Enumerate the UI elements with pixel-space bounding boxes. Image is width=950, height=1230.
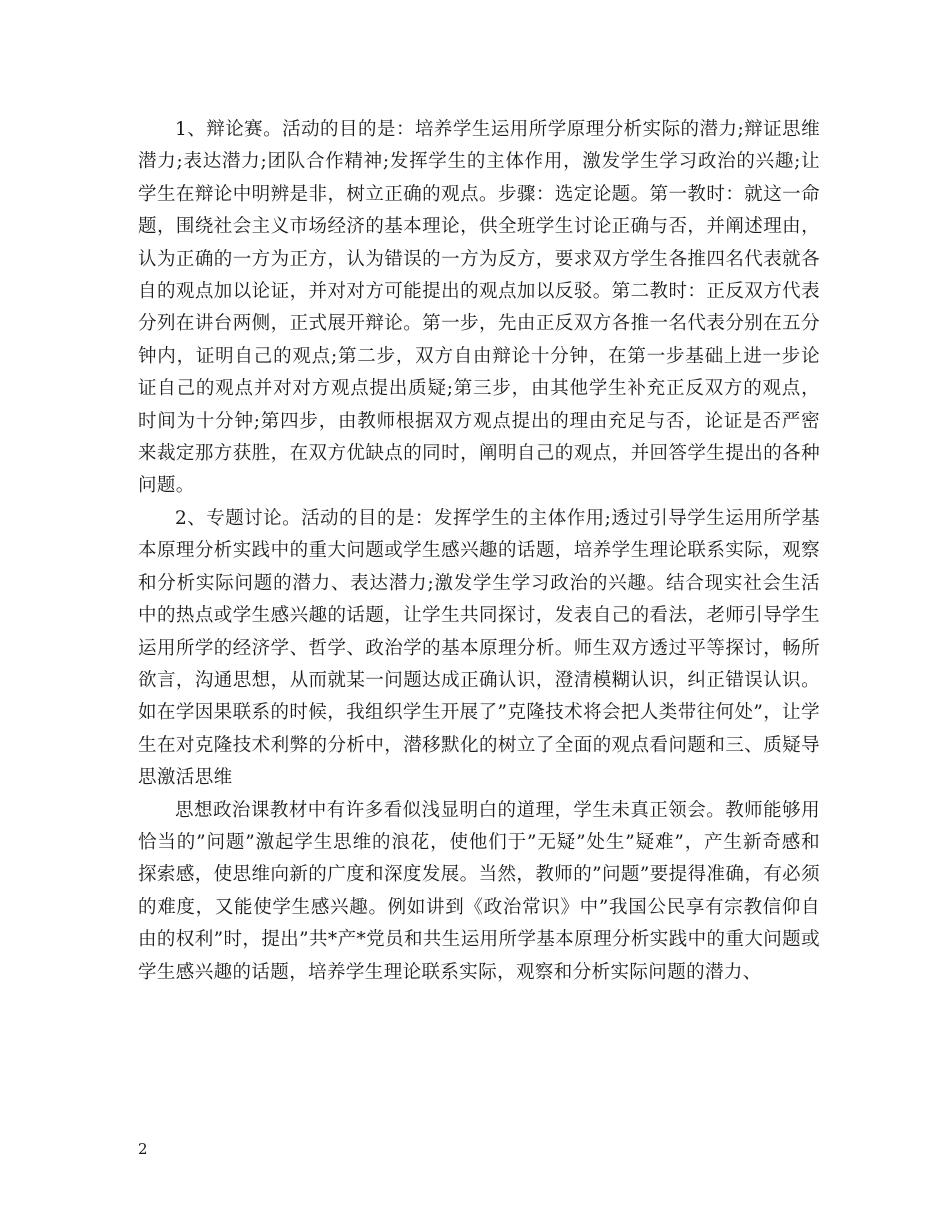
paragraph-questioning: 思想政治课教材中有许多看似浅显明白的道理，学生未真正领会。教师能够用恰当的”问题”激起学生思维的浪花，使他们于”无疑”处生”疑难”，产生新奇感和探索感，使思维向新的广度和深度发展。当然，教师的”问题”要提得准确，有必须的难度，又能使学生感兴趣。例如讲到《政治常识》中”我国公民享有宗教信仰自由的权利”时，提出”共*产*党员和共生运用所学基本原理分析实践中的重大问题或学生感兴趣的话题，培养学生理论联系实际，观察和分析实际问题的潜力、 bbox=[138, 799, 820, 983]
paragraph-topic-discussion: 2、专题讨论。活动的目的是：发挥学生的主体作用;透过引导学生运用所学基本原理分析实践中的重大问题或学生感兴趣的话题，培养学生理论联系实际，观察和分析实际问题的潜力、表达潜力;激发学生学习政治的兴趣。结合现实社会生活中的热点或学生感兴趣的话题，让学生共同探讨，发表自己的看法，老师引导学生运用所学的经济学、哲学、政治学的基本原理分析。师生双方透过平等探讨，畅所欲言，沟通思想，从而就某一问题达成正确认识，澄清模糊认识，纠正错误认识。如在学因果联系的时候，我组织学生开展了”克隆技术将会把人类带往何处”，让学生在对克隆技术利弊的分析中，潜移默化的树立了全面的观点看问题和三、质疑导思激活思维 bbox=[138, 507, 820, 789]
page-number: 2 bbox=[138, 1140, 148, 1158]
paragraph-debate: 1、辩论赛。活动的目的是：培养学生运用所学原理分析实际的潜力;辩证思维潜力;表达潜力;团队合作精神;发挥学生的主体作用，激发学生学习政治的兴趣;让学生在辩论中明辨是非，树立正确的观点。步骤：选定论题。第一教时：就这一命题，围绕社会主义市场经济的基本理论，供全班学生讨论正确与否，并阐述理由，认为正确的一方为正方，认为错误的一方为反方，要求双方学生各推四名代表就各自的观点加以论证，并对对方可能提出的观点加以反驳。第二教时：正反双方代表分列在讲台两侧，正式展开辩论。第一步，先由正反双方各推一名代表分别在五分钟内，证明自己的观点;第二步，双方自由辩论十分钟，在第一步基础上进一步论证自己的观点并对对方观点提出质疑;第三步，由其他学生补充正反双方的观点，时间为十分钟;第四步，由教师根据双方观点提出的理由充足与否，论证是否严密来裁定那方获胜，在双方优缺点的同时，阐明自己的观点，并回答学生提出的各种问题。 bbox=[138, 119, 820, 497]
document-body bbox=[138, 114, 820, 989]
